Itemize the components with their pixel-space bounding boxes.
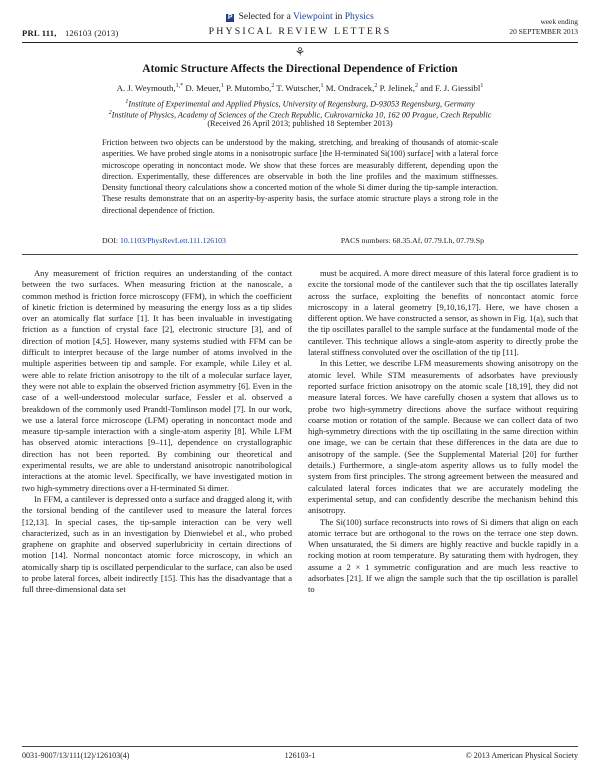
paragraph: Any measurement of friction requires an understanding of the contact between the two surfaces. When measuring friction at the nanoscale, a common method is friction force microscopy (FFM), in which the coefficient of kinetic friction is determined by measuring the energy loss as a tip slides over an atomically flat surface [1]. It has been invaluable in investigating friction as a function of crystal face [2], electronic structure [3], and of direction of motion [4,5]. However, many systems studied with FFM can be difficult to interpret because of the large number of atoms involved in the multiple asperities between tip and sample. For example, while Liley et al. were able to relate friction anisotropy to the tilt of a molecular surface layer, they were not able to explain the observed friction asymmetry [6]. Even in the case of a well-understood molecular surface, Fessler et al. observed a breakdown of the commonly used Prandtl-Tomlinson model [7]. In our work, we use a lateral force microscope (LFM) operating in noncontact mode and measure tip-sample interaction with a single-atom asperity [8]. While LFM has observed atomic interactions [9–11], dependence on crystallographic direction has not been reported. By combining our theoretical and experimental results, we are able to understand anisotropic nanotribological interactions at the atomic level. Specifically, we have investigated motion in two high-symmetry directions over a H-terminated Si dimer.	[22, 268, 292, 493]
doi-label: DOI:	[102, 236, 119, 245]
author[interactable]: D. Meuer,$^1$	[185, 83, 224, 93]
issue-date	[509, 17, 578, 37]
viewpoint-link[interactable]: Viewpoint	[293, 12, 333, 22]
journal-name: PHYSICAL REVIEW LETTERS	[208, 26, 392, 37]
paragraph: must be acquired. A more direct measure of this lateral force gradient is to excite the torsional mode of the cantilever such that the tip oscillates laterally across the surface, exploiting the benefits of noncontact atomic force microscopy in a lateral geometry [9,10,16,17]. Here, we have chosen a different option. We have constructed a sensor, as shown in Fig. 1(a), such that the tip oscillates parallel to the sample surface at the fundamental mode of the cantilever. This technique allows a single-atom asperity to directly probe the lateral stiffness convoluted over the oscillation of the tip [11].	[308, 268, 578, 358]
paragraph: The Si(100) surface reconstructs into rows of Si dimers that align on each atomic terrace but are orthogonal to the rows on the terrace one step down. When unsaturated, the Si dimers are highly reactive and buckle rapidly in a rocking motion at room temperature. By saturating them with hydrogen, they assume a 2 × 1 symmetric configuration and are much less reactive to adsorbates [21]. If we align the sample such that the tip oscillation is parallel to	[308, 516, 578, 595]
abstract: Friction between two objects can be understood by the making, stretching, and breaking of thousands of atomic-scale asperities. We have probed single atoms in a nonisotropic surface [the H-terminated Si(100) surface] with a lateral force microscope operating in noncontact mode. We show that these forces are measurably different, depending upon the direction. Experimentally, these differences are observable in both the line profiles and the maximum stiffnesses. Density functional theory calculations show a concerted motion of the whole Si dimer during the tip-sample interaction. These results demonstrate that on an asperity-by-asperity basis, the surface atomic structure plays a strong role in the directional dependence of friction.	[102, 138, 498, 215]
pacs-numbers: PACS numbers: 68.35.Af, 07.79.Lh, 07.79.Sp	[340, 236, 484, 245]
viewpoint-banner[interactable]	[22, 11, 578, 23]
affiliation-1: $^1$Institute of Experimental and Applied Physics, University of Regensburg, D-93053 Regensburg, Germany	[125, 99, 475, 109]
doi	[102, 236, 226, 245]
viewpoint-prefix: Selected for a	[238, 12, 291, 22]
article-title: Atomic Structure Affects the Directional Dependence of Friction	[142, 63, 458, 75]
week-date: 20 SEPTEMBER 2013	[509, 27, 578, 36]
author[interactable]: P. Jelinek,$^2$	[379, 83, 418, 93]
journal-volume: 111,	[41, 28, 57, 38]
article-id: 126103 (2013)	[64, 28, 119, 38]
body-column-left	[22, 268, 292, 596]
viewpoint-in: in	[334, 12, 343, 22]
header-divider	[22, 42, 578, 43]
page-header	[22, 10, 578, 44]
affiliation-2: $^2$Institute of Physics, Academy of Sciences of the Czech Republic, Cukrovarnicka 10, 162 00 Prague, Czech Republic	[108, 110, 492, 120]
author[interactable]: M. Ondracek,$^2$	[325, 83, 378, 93]
header-center	[22, 11, 578, 37]
physics-journal-link[interactable]: Physics	[344, 12, 374, 22]
received-dates: (Received 26 April 2013; published 18 September 2013)	[207, 119, 393, 128]
author[interactable]: A. J. Weymouth,$^{1,*}$	[116, 83, 184, 93]
abstract-divider	[22, 254, 578, 255]
doi-link[interactable]: 10.1103/PhysRevLett.111.126103	[119, 236, 226, 245]
footer-divider	[22, 746, 578, 747]
week-label: week ending	[540, 17, 578, 26]
author[interactable]: T. Wutscher,$^1$	[276, 83, 324, 93]
author[interactable]: and F. J. Giessibl$^1$	[420, 83, 484, 93]
author-list	[22, 83, 578, 93]
aps-emblem-icon: ⚘	[294, 45, 306, 59]
paragraph: In this Letter, we describe LFM measurements showing anisotropy on the atomic level. While STM measurements of adsorbates have previously reported surface friction anisotropy on the atomic scale [18,19], they did not measure lateral forces. We have carefully chosen a system that allows us to probe two high-symmetry directions above the surface without requiring coarse motion or rotation of the sample. Because we can collect data of two high-symmetry directions with the tip oscillating in the same direction within one image, we can be certain that these differences in the data are due to anisotropy of the sample. (See the Supplemental Material [20] for further details.) Furthermore, a single-atom asperity allows us to fully model the system from first principles. The strong agreement between the measured and calculated lateral forces indicates that we are accurately modeling the experimental setup, and can confidently describe the mechanism behind this anisotropy.	[308, 358, 578, 516]
page-number: 126103-1	[284, 751, 316, 760]
journal-code: PRL	[22, 28, 40, 38]
copyright: © 2013 American Physical Society	[465, 751, 578, 760]
physics-p-icon: P	[227, 14, 233, 21]
issn: 0031-9007/13/111(12)/126103(4)	[22, 751, 130, 760]
author[interactable]: P. Mutombo,$^2$	[226, 83, 275, 93]
body-column-right	[308, 268, 578, 596]
paragraph: In FFM, a cantilever is depressed onto a surface and dragged along it, with the torsional bending of the cantilever used to measure the lateral forces [12,13]. In special cases, the tip-sample interaction can be very well characterized, such as in an investigation by Dienwiebel et al., who probed graphene on graphite and observed superlubricity in certain directions of motion [14]. Normal noncontact atomic force microscopy, in which an atomically sharp tip is oscillated perpendicular to the surface, can also be used to probe lateral forces, albeit indirectly [15]. This has the disadvantage that a full three-dimensional data set	[22, 493, 292, 595]
